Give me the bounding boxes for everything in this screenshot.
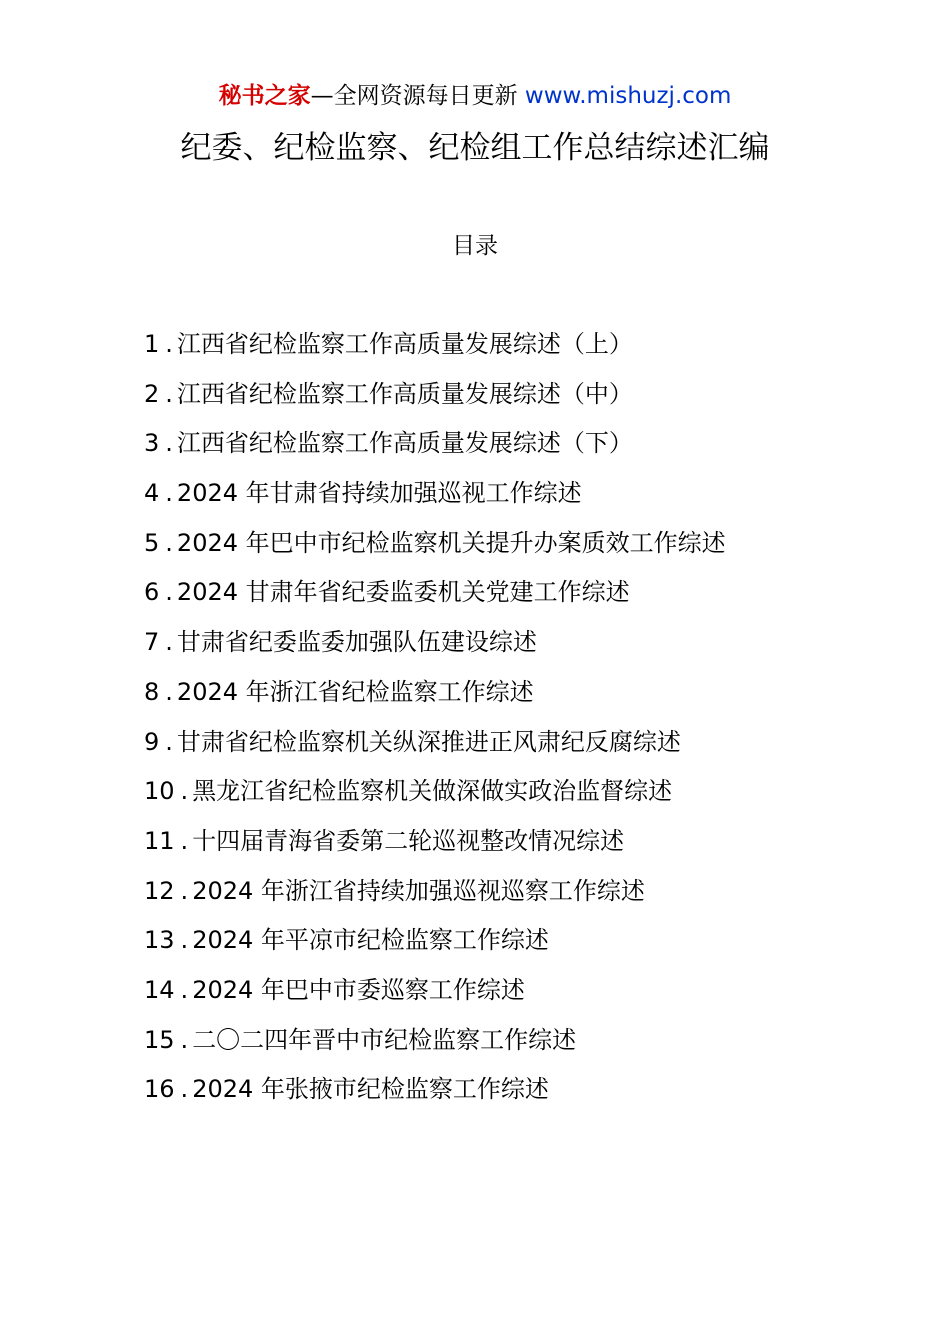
toc-separator: . bbox=[180, 826, 189, 855]
toc-item-text: 甘肃省纪检监察机关纵深推进正风肃纪反腐综述 bbox=[176, 727, 681, 756]
toc-item[interactable] bbox=[144, 573, 726, 623]
toc-heading: 目录 bbox=[452, 233, 498, 259]
toc-separator: . bbox=[165, 578, 173, 607]
toc-item-text: 江西省纪检监察工作高质量发展综述（上） bbox=[176, 330, 633, 358]
toc-item-text: 2024 甘肃年省纪委监委机关党建工作综述 bbox=[176, 578, 630, 607]
toc-item-text: 二〇二四年晋中市纪检监察工作综述 bbox=[192, 1025, 577, 1054]
toc-item-text: 2024 年张掖市纪检监察工作综述 bbox=[192, 1075, 549, 1104]
toc-separator: . bbox=[165, 479, 173, 508]
toc-item-number: 13 bbox=[144, 926, 175, 955]
toc-separator: . bbox=[165, 429, 173, 458]
toc-separator: . bbox=[180, 1025, 189, 1054]
toc-item-text: 江西省纪检监察工作高质量发展综述（中） bbox=[176, 379, 633, 408]
toc-item-number: 9 bbox=[144, 727, 160, 756]
toc-item-text: 十四届青海省委第二轮巡视整改情况综述 bbox=[192, 826, 625, 855]
toc-item-text: 黑龙江省纪检监察机关做深做实政治监督综述 bbox=[192, 777, 673, 806]
toc-separator: . bbox=[180, 1075, 189, 1104]
toc-item-number: 2 bbox=[144, 379, 160, 408]
toc-separator: . bbox=[165, 677, 173, 706]
toc-item-text: 甘肃省纪委监委加强队伍建设综述 bbox=[176, 628, 537, 657]
toc-item-number: 12 bbox=[144, 876, 175, 905]
toc-item[interactable] bbox=[144, 772, 726, 822]
toc-item-text: 2024 年甘肃省持续加强巡视工作综述 bbox=[176, 479, 582, 508]
toc-item[interactable] bbox=[144, 822, 726, 872]
toc-item-text: 2024 年平凉市纪检监察工作综述 bbox=[192, 926, 549, 955]
toc-item[interactable] bbox=[144, 375, 726, 425]
document-title: 纪委、纪检监察、纪检组工作总结综述汇编 bbox=[180, 130, 770, 166]
toc-separator: . bbox=[180, 777, 189, 806]
toc-item[interactable] bbox=[144, 1070, 726, 1120]
brand-name: 秘书之家 bbox=[218, 83, 311, 109]
toc-item-number: 3 bbox=[144, 429, 160, 458]
toc-item[interactable] bbox=[144, 524, 726, 574]
toc-item-number: 5 bbox=[144, 528, 160, 557]
toc-item-number: 7 bbox=[144, 628, 160, 657]
toc-item[interactable] bbox=[144, 673, 726, 723]
toc-item-text: 2024 年浙江省持续加强巡视巡察工作综述 bbox=[192, 876, 645, 905]
toc-item-number: 14 bbox=[144, 975, 175, 1004]
toc-item-text: 2024 年浙江省纪检监察工作综述 bbox=[176, 677, 534, 706]
toc-item-number: 4 bbox=[144, 479, 160, 508]
toc-item-number: 10 bbox=[144, 777, 175, 806]
toc-item-number: 11 bbox=[144, 826, 175, 855]
toc-item-number: 1 bbox=[144, 330, 160, 358]
toc-item[interactable] bbox=[144, 325, 726, 375]
toc-separator: . bbox=[165, 628, 173, 657]
toc-separator: . bbox=[180, 926, 189, 955]
toc-item-text: 2024 年巴中市委巡察工作综述 bbox=[192, 975, 525, 1004]
toc-item-number: 8 bbox=[144, 677, 160, 706]
toc-separator: . bbox=[180, 975, 189, 1004]
site-url-link[interactable]: www.mishuzj.com bbox=[524, 83, 732, 109]
toc-item[interactable] bbox=[144, 971, 726, 1021]
toc-item[interactable] bbox=[144, 872, 726, 922]
toc-item-number: 6 bbox=[144, 578, 160, 607]
toc-item[interactable] bbox=[144, 921, 726, 971]
toc-separator: . bbox=[165, 528, 173, 557]
toc-item[interactable] bbox=[144, 623, 726, 673]
toc-item-number: 16 bbox=[144, 1075, 175, 1104]
toc-separator: . bbox=[180, 876, 189, 905]
site-header bbox=[0, 80, 950, 112]
toc-separator: . bbox=[165, 727, 173, 756]
header-tagline: —全网资源每日更新 bbox=[310, 83, 518, 109]
toc-item-text: 江西省纪检监察工作高质量发展综述（下） bbox=[176, 429, 633, 458]
toc-item[interactable] bbox=[144, 1021, 726, 1071]
toc-item-text: 2024 年巴中市纪检监察机关提升办案质效工作综述 bbox=[176, 528, 726, 557]
toc-item-number: 15 bbox=[144, 1025, 175, 1054]
toc-item[interactable] bbox=[144, 474, 726, 524]
toc-separator: . bbox=[165, 330, 173, 358]
toc-separator: . bbox=[165, 379, 173, 408]
toc-item[interactable] bbox=[144, 424, 726, 474]
table-of-contents bbox=[144, 325, 726, 1120]
toc-item[interactable] bbox=[144, 723, 726, 773]
